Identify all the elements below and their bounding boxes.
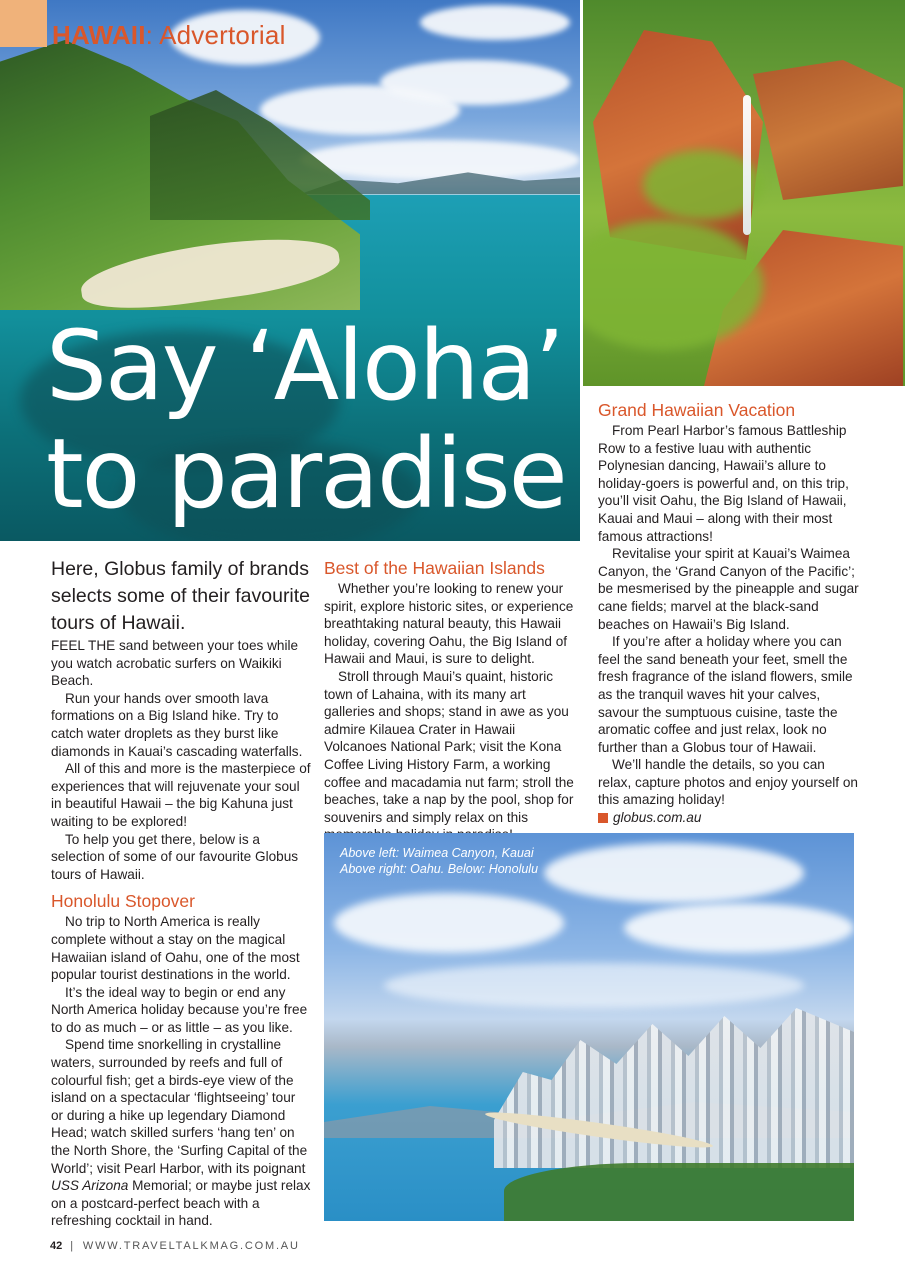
body-paragraph: FEEL THE sand between your toes while you watch acrobatic surfers on Waikiki Beach. (51, 638, 299, 689)
body-paragraph: Revitalise your spirit at Kauai’s Waimea Canyon, the ‘Grand Canyon of the Pacific’; be mesmerised by the pineapple and sugar cane fields; marvel at the black-sand beaches on Hawaii’s Big Island. (598, 546, 859, 632)
heading-grand-hawaiian-vacation: Grand Hawaiian Vacation (598, 400, 796, 420)
section-tag (52, 20, 286, 51)
headline (46, 312, 566, 528)
section-tag-square (0, 0, 47, 47)
column-1 (51, 556, 311, 1230)
body-paragraph (51, 1036, 311, 1230)
column-3 (598, 399, 860, 827)
intro-standfirst: Here, Globus family of brands selects some of their favourite tours of Hawaii. (51, 558, 311, 634)
body-paragraph: It’s the ideal way to begin or end any North America holiday because you’re free to do as much – or as little – as you like. (51, 984, 308, 1035)
body-paragraph: All of this and more is the masterpiece of experiences that will rejuvenate your soul in beautiful Hawaii – the big Kahuna just waiting to be explored! (51, 761, 311, 829)
photo-honolulu (324, 833, 854, 1221)
body-paragraph: No trip to North America is really complete without a stay on the magical Hawaiian island of Oahu, one of the most popular tourist destinations in the world. (51, 914, 300, 983)
caption-line-1: Above left: Waimea Canyon, Kauai (340, 846, 534, 860)
body-paragraph: From Pearl Harbor’s famous Battleship Row to a festive luau with authentic Polynesian dancing, Hawaii’s allure to holiday-goers is powerful and, on this trip, you’ll visit Oahu, the Big Island of Hawaii, Kauai and Maui – along with their most famous attractions! (598, 423, 849, 544)
body-text: Spend time snorkelling in crystalline waters, surrounded by reefs and full of colourful fish; get a birds-eye view of the island on a spectacular ‘flightseeing’ tour or during a hike up legendary Diamond Head; watch skilled surfers ‘hang ten’ on the North Shore, the ‘Surfing Capital of the World’; visit Pearl Harbor, with its poignant (51, 1037, 308, 1176)
body-paragraph: To help you get there, below is a selection of some of our favourite Globus tours of Hawaii. (51, 831, 299, 882)
body-paragraph: Whether you’re looking to renew your spirit, explore historic sites, or experience breathtaking natural beauty, this Hawaii holiday, covering Oahu, the Big Island of Hawaii and Maui, is sure to delight. (324, 581, 574, 667)
bullet-square-icon (598, 813, 608, 823)
heading-best-of-hawaiian-islands: Best of the Hawaiian Islands (324, 558, 545, 578)
caption-line-2: Above right: Oahu. Below: Honolulu (340, 862, 539, 876)
page-footer (50, 1240, 300, 1252)
body-paragraph: Stroll through Maui’s quaint, historic town of Lahaina, with its many art galleries and shops; stand in awe as you admire Kilauea Crater in Hawaii Volcanoes National Park; visit the Kona Coffee Living History Farm, a working coffee and macadamia nut farm; stroll the beaches, take a nap by the pool, shop for souvenirs and simply relax on this (324, 668, 574, 825)
headline-line-2: to paradise (46, 418, 566, 530)
body-text: Memorial; or maybe just relax on a postcard-perfect beach with a refreshing cocktail in hand. (51, 1178, 311, 1229)
body-paragraph: If you’re after a holiday where you can feel the sand beneath your feet, smell the fresh fragrance of the island flowers, smile as the tranquil waves hit your calves, savour the sumptuous cuisine, taste the aromatic coffee and just relax, look no further than a Globus tour of Hawaii. (598, 634, 853, 755)
headline-line-1: Say ‘Aloha’ (46, 310, 563, 422)
body-paragraph: We’ll handle the details, so you can relax, capture photos and enjoy yourself on this amazing holiday! (598, 757, 858, 808)
section-tag-bold: HAWAII (52, 20, 146, 50)
section-tag-rest: : Advertorial (145, 20, 286, 50)
footer-website: WWW.TRAVELTALKMAG.COM.AU (82, 1240, 300, 1252)
hero-photo-waimea-canyon (583, 0, 905, 386)
page-number: 42 (50, 1240, 63, 1252)
photo-caption (340, 845, 538, 877)
body-paragraph: Run your hands over smooth lava formations on a Big Island hike. Try to catch water droplets as they burst like diamonds in Kauai’s cascading waterfalls. (51, 690, 303, 759)
heading-honolulu-stopover: Honolulu Stopover (51, 891, 195, 912)
globus-website-link[interactable]: globus.com.au (613, 810, 702, 826)
footer-separator: | (70, 1240, 75, 1252)
website-link-line (598, 809, 860, 827)
column-2 (324, 557, 580, 844)
uss-arizona-italic: USS Arizona (51, 1178, 129, 1194)
